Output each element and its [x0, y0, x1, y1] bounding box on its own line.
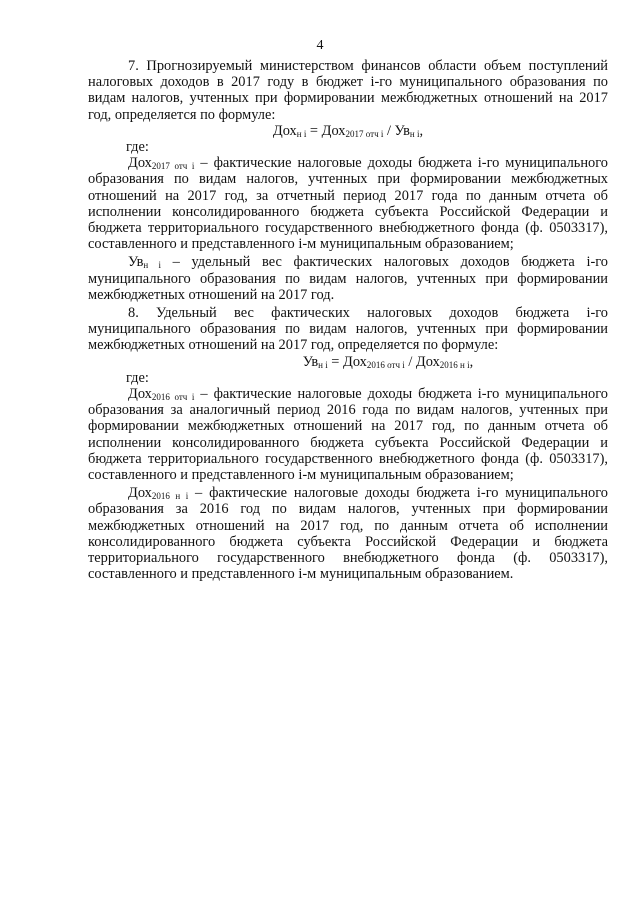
- definition-7-1: Дох$_{2017 отч i}$ – фактические налоговые доходы бюджета i-го муниципального образования по видам налогов, учтенных при формировании межбюджетных отношений на 2017 год, за отчетный период 2017 года по данным отчета об исполнении консолидированного бюджета субъекта Российской Федерации и бюджета территориального государственного внебюджетного фонда (ф. 0503317), составленного и представленного i-м муниципальным образованием;: [88, 155, 608, 253]
- paragraph-7: 7. Прогнозируемый министерством финансов области объем поступлений налоговых доходов в 2017 году в бюджет i-го муниципального образования по видам налогов, учтенных при формировании межбюджетных отношений на 2017 год, определяется по формуле:: [88, 58, 608, 123]
- where-label-7: где:: [126, 139, 149, 156]
- paragraph-8: 8. Удельный вес фактических налоговых доходов бюджета i-го муниципального образования по видам налогов, учтенных при формировании межбюджетных отношений на 2017 год, определяется по формуле:: [88, 305, 608, 354]
- formula-7: $Дох_{н i} = Дох_{2017 отч i} / Ув_{н i}$,: [272, 122, 424, 139]
- definition-8-2: Дох$_{2016 н i}$ – фактические налоговые доходы бюджета i-го муниципального образования за 2016 год по видам налогов, учтенных при формировании межбюджетных отношений на 2017 год, по данным отчета об исполнении консолидированного бюджета субъекта Российской Федерации и бюджета территориального государственного внебюджетного фонда (ф. 0503317), составленного и представленного i-м муниципальным образованием.: [88, 485, 608, 583]
- formula-8: $Ув_{н i} = Дох_{2016 отч i} / Дох_{2016 н i}$,: [302, 353, 474, 370]
- document-body: [88, 58, 608, 583]
- definition-7-2: $Ув_{н i}$ – удельный вес фактических налоговых доходов бюджета i-го муниципального образования по видам налогов, учтенных при формировании межбюджетных отношений на 2017 год.: [88, 254, 608, 303]
- where-label-8: где:: [126, 369, 149, 386]
- page-number: 4: [316, 38, 324, 53]
- definition-8-1: Дох$_{2016 отч i}$ – фактические налоговые доходы бюджета i-го муниципального образования за аналогичный период 2016 года по видам налогов, учтенных при формировании межбюджетных отношений на 2017 год, по данным отчета об исполнении консолидированного бюджета субъекта Российской Федерации и бюджета территориального государственного внебюджетного фонда (ф. 0503317), составленного и представленного i-м муниципальным образованием;: [88, 386, 608, 484]
